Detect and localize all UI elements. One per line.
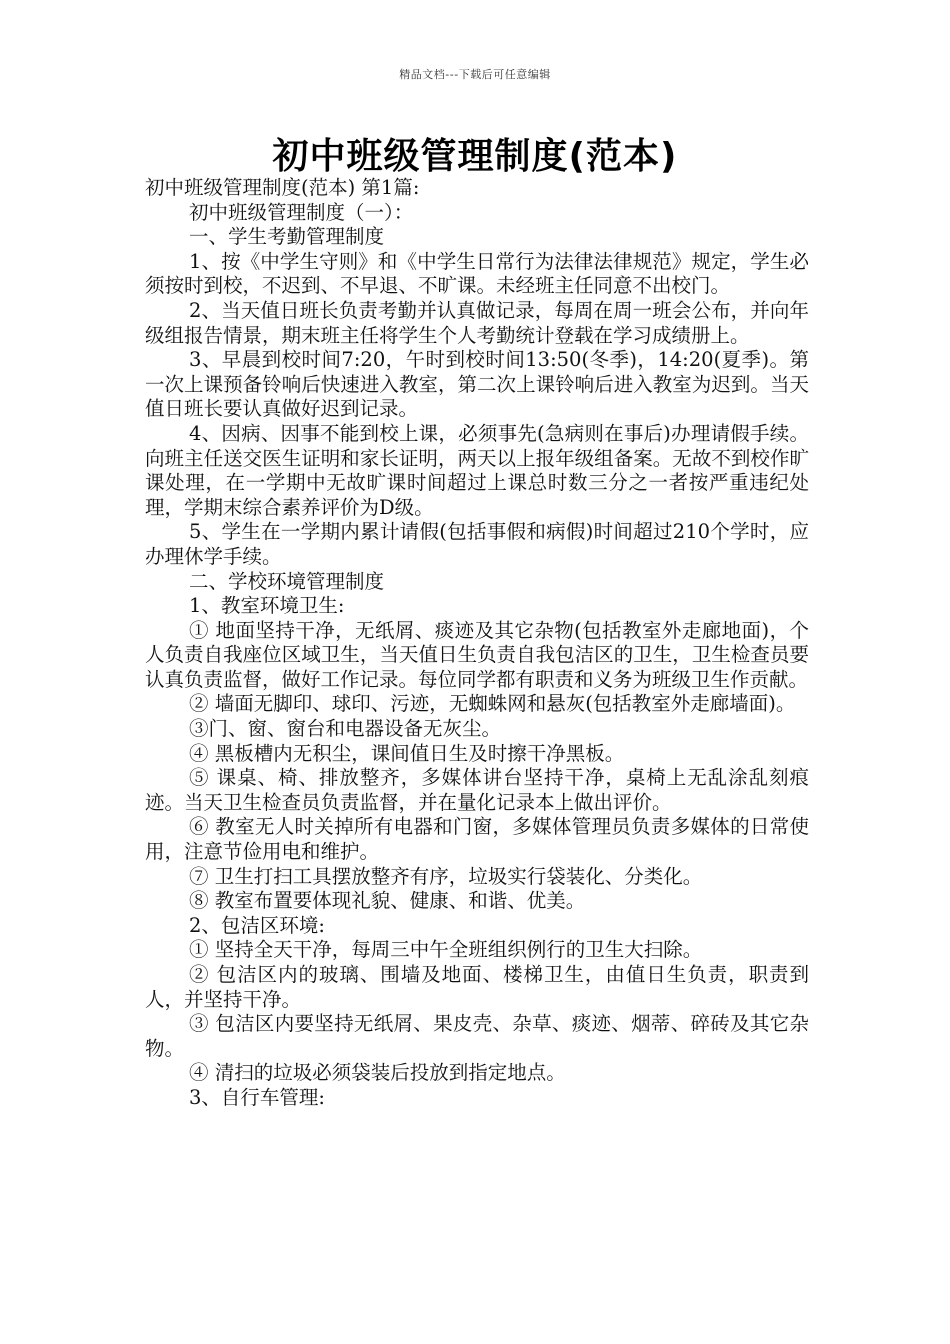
paragraph: 2、当天值日班长负责考勤并认真做记录，每周在周一班会公布，并向年级组报告情景，期末班主任将学生个人考勤统计登载在学习成绩册上。 xyxy=(145,298,809,347)
paragraph: 5、学生在一学期内累计请假(包括事假和病假)时间超过210个学时，应办理休学手续。 xyxy=(145,520,809,568)
paragraph: 1、教室环境卫生: xyxy=(189,594,345,618)
paragraph: 初中班级管理制度（一）： xyxy=(189,200,414,224)
paragraph: 一、学生考勤管理制度 xyxy=(189,225,385,249)
paragraph: 4、因病、因事不能到校上课，必须事先(急病则在事后)办理请假手续。向班主任送交医生证明和家长证明，两天以上报年级组备案。无故不到校作旷课处理，在一学期中无故旷课时间超过上课总时数三分之一者按严重违纪处理，学期末综合素养评价为D级。 xyxy=(145,421,809,519)
paragraph: ④ 黑板槽内无积尘，课间值日生及时擦干净黑板。 xyxy=(189,741,625,765)
paragraph: ① 坚持全天干净，每周三中午全班组织例行的卫生大扫除。 xyxy=(189,938,703,962)
paragraph: 3、早晨到校时间7:20，午时到校时间13:50(冬季)，14:20(夏季)。第一次上课预备铃响后快速进入教室，第二次上课铃响后进入教室为迟到。当天值日班长要认真做好迟到记录。 xyxy=(145,348,809,421)
document-title: 初中班级管理制度(范本) xyxy=(272,136,678,177)
paragraph: ② 墙面无脚印、球印、污迹，无蜘蛛网和悬灰(包括教室外走廊墙面)。 xyxy=(189,692,796,716)
paragraph: ② 包洁区内的玻璃、围墙及地面、楼梯卫生，由值日生负责，职责到人，并坚持干净。 xyxy=(145,963,809,1011)
paragraph: ③门、窗、窗台和电器设备无灰尘。 xyxy=(189,717,502,741)
paragraph: ③ 包洁区内要坚持无纸屑、果皮壳、杂草、痰迹、烟蒂、碎砖及其它杂物。 xyxy=(145,1012,809,1060)
paragraph: 初中班级管理制度(范本) 第1篇: xyxy=(145,176,420,199)
paragraph: 1、按《中学生守则》和《中学生日常行为法律法律规范》规定，学生必须按时到校，不迟到、不早退、不旷课。未经班主任同意不出校门。 xyxy=(145,249,809,298)
paragraph: ⑧ 教室布置要体现礼貌、健康、和谐、优美。 xyxy=(189,889,586,913)
paragraph: ⑤ 课桌、椅、排放整齐，多媒体讲台坚持干净，桌椅上无乱涂乱刻痕迹。当天卫生检查员负责监督，并在量化记录本上做出评价。 xyxy=(145,766,809,814)
paragraph: ① 地面坚持干净，无纸屑、痰迹及其它杂物(包括教室外走廊地面)，个人负责自我座位区域卫生，当天值日生负责自我包洁区的卫生，卫生检查员要认真负责监督，做好工作记录。每位同学都有职责和义务为班级卫生作贡献。 xyxy=(145,618,809,691)
paragraph: ⑦ 卫生打扫工具摆放整齐有序，垃圾实行袋装化、分类化。 xyxy=(189,864,703,888)
paragraph: 2、包洁区环境: xyxy=(189,913,325,937)
paragraph: ④ 清扫的垃圾必须袋装后投放到指定地点。 xyxy=(189,1061,566,1085)
paragraph: 3、自行车管理: xyxy=(189,1085,325,1109)
header-note: 精品文档---下载后可任意编辑 xyxy=(399,68,551,81)
paragraph: ⑥ 教室无人时关掉所有电器和门窗，多媒体管理员负责多媒体的日常使用，注意节俭用电和维护。 xyxy=(145,815,809,864)
document-body xyxy=(145,176,809,1111)
paragraph: 二、学校环境管理制度 xyxy=(189,569,385,593)
